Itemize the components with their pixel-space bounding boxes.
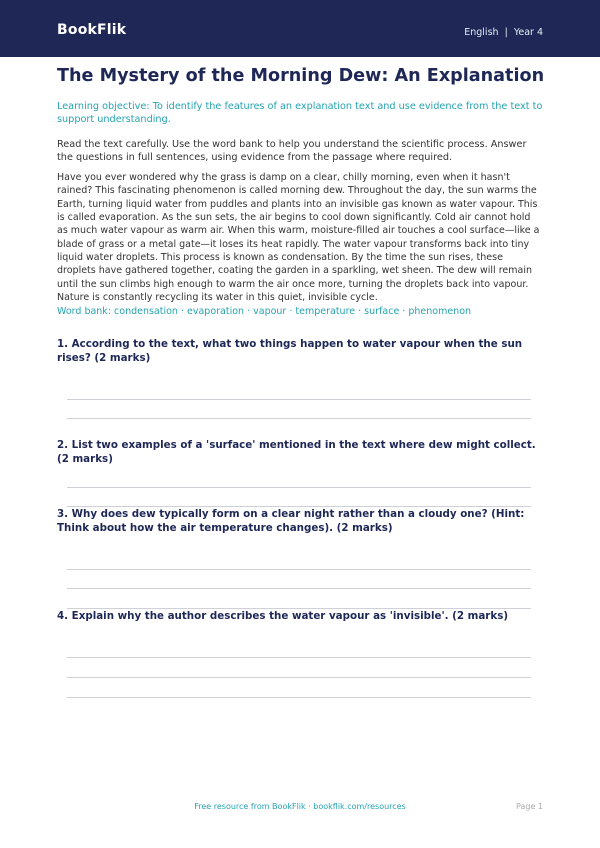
learning-objective: Learning objective: To identify the features of an explanation text and use evidence from the text to support understanding. <box>57 101 543 126</box>
page-title: The Mystery of the Morning Dew: An Explanation <box>57 66 545 86</box>
answer-line[interactable] <box>67 697 531 698</box>
answer-line[interactable] <box>67 588 531 589</box>
footer-resource-link[interactable]: Free resource from BookFlik · bookflik.com/resources <box>194 802 406 811</box>
question-1: 1. According to the text, what two things happen to water vapour when the sun rises? (2 marks) <box>57 338 523 364</box>
question-4: 4. Explain why the author describes the water vapour as 'invisible'. (2 marks) <box>57 610 509 622</box>
page-number: Page 1 <box>516 802 543 811</box>
answer-line[interactable] <box>67 657 531 658</box>
answer-line[interactable] <box>67 677 531 678</box>
question-3: 3. Why does dew typically form on a clear night rather than a cloudy one? (Hint: Think about how the air temperature changes). (2 marks) <box>57 508 525 534</box>
answer-line[interactable] <box>67 569 531 570</box>
answer-line[interactable] <box>67 487 531 488</box>
answer-line[interactable] <box>67 399 531 400</box>
question-2: 2. List two examples of a 'surface' mentioned in the text where dew might collect. (2 marks) <box>57 439 536 465</box>
reading-passage: Have you ever wondered why the grass is damp on a clear, chilly morning, even when it hasn't rained? This fascinating phenomenon is called morning dew. Throughout the day, the sun warms the Earth, turning liquid water from puddles and plants into an invisible gas known as water vapour. This is called evaporation. As the sun sets, the air begins to cool down significantly. Cold air cannot hold as much water vapour as warm air. When this warm, moisture-filled air touches a cool surface—like a blade of grass or a metal gate—it loses its heat rapidly. The water vapour transforms back into tiny liquid water droplets. This process is known as condensation. By the time the sun rises, these droplets have gathered together, coating the garden in a sparkling, wet sheen. The dew will remain until the sun climbs high enough to warm the air once more, turning the droplets back into vapour. Nature is constantly recycling its water in this quiet, invisible cycle. <box>57 172 540 304</box>
brand-logo: BookFlik <box>57 22 127 38</box>
answer-line[interactable] <box>67 418 531 419</box>
word-bank: Word bank: condensation · evaporation · vapour · temperature · surface · phenomenon <box>57 306 472 317</box>
instructions: Read the text carefully. Use the word bank to help you understand the scientific process. Answer the questions in full sentences, using evidence from the passage where required. <box>57 139 527 164</box>
header-bar <box>0 0 600 57</box>
subject-year-label: English | Year 4 <box>464 27 543 38</box>
